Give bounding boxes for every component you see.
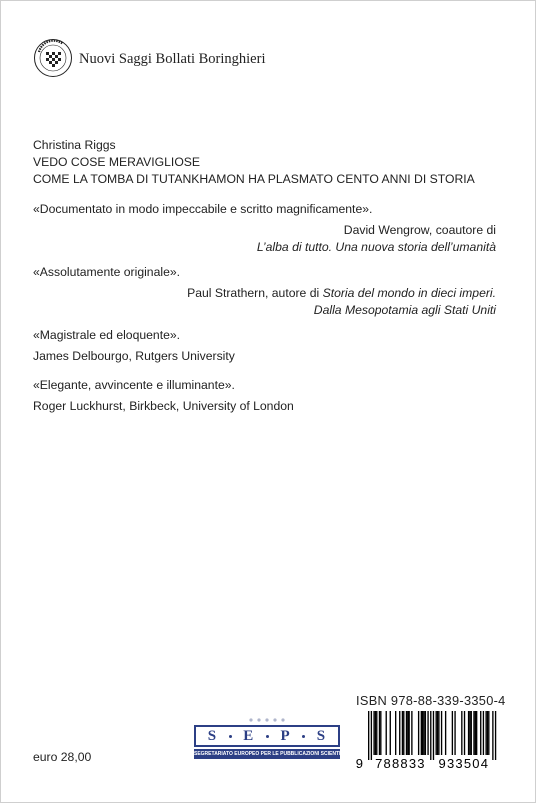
barcode-bar xyxy=(421,711,422,755)
barcode-bar xyxy=(473,711,474,755)
barcode-bar xyxy=(380,711,381,755)
blurb-work-subtitle: Dalla Mesopotamia agli Stati Uniti xyxy=(313,303,496,317)
barcode-bar xyxy=(461,711,462,755)
blurb-attribution: David Wengrow, coautore di xyxy=(343,223,496,237)
barcode-bar xyxy=(395,711,396,755)
barcode-bar xyxy=(433,711,434,760)
separator-dot xyxy=(302,735,305,738)
barcode-bar xyxy=(423,711,424,755)
barcode-bar xyxy=(464,711,465,755)
barcode-bar xyxy=(436,711,437,755)
barcode-bar xyxy=(492,711,493,760)
seps-letter: E xyxy=(243,727,255,744)
barcode-bar xyxy=(485,711,486,755)
blurb-attribution: Paul Strathern, autore di xyxy=(187,286,323,300)
barcode-bar xyxy=(471,711,472,755)
blurb-quote: «Magistrale ed eloquente». xyxy=(33,328,181,342)
blurb-quote: «Assolutamente originale». xyxy=(33,265,181,279)
barcode-bar xyxy=(437,711,438,755)
seps-letter: S xyxy=(207,727,218,744)
seps-band-text: SEGRETARIATO EUROPEO PER LE PUBBLICAZIONI SCIENTIFICHE xyxy=(194,751,356,757)
barcode-bar xyxy=(418,711,419,755)
blurb-attribution: James Delbourgo, Rutgers University xyxy=(33,349,235,363)
barcode-digits: 933504 xyxy=(438,756,490,769)
barcode-digits: 9 xyxy=(356,756,365,769)
barcode-bar xyxy=(379,711,380,755)
separator-dot xyxy=(229,735,232,738)
book-subtitle: COME LA TOMBA DI TUTANKHAMON HA PLASMATO CENTO ANNI DI STORIA xyxy=(33,172,475,186)
author-name: Christina Riggs xyxy=(33,138,116,152)
barcode-bar xyxy=(430,711,431,760)
barcode-bar xyxy=(441,711,442,755)
book-info xyxy=(33,137,496,188)
barcode-bar xyxy=(375,711,376,755)
barcode-bar xyxy=(403,711,404,755)
barcode-bar xyxy=(487,711,488,755)
blurb-4 xyxy=(33,377,496,415)
separator-dot xyxy=(266,735,269,738)
price: euro 28,00 xyxy=(33,750,92,764)
barcode-bar xyxy=(438,711,439,755)
barcode-bar xyxy=(399,711,400,755)
barcode-bar xyxy=(476,711,477,755)
blurb-work-title: L’alba di tutto. Una nuova storia dell’umanità xyxy=(256,240,496,254)
barcode-bar xyxy=(407,711,408,755)
blurb-1 xyxy=(33,201,496,256)
barcode-bar xyxy=(488,711,489,755)
blurb-work-title: Storia del mondo in dieci imperi. xyxy=(322,286,496,300)
barcode-bar xyxy=(469,711,470,755)
barcode-digits: 788833 xyxy=(375,756,426,769)
barcode-bar xyxy=(425,711,426,755)
barcode-bar xyxy=(445,711,446,755)
barcode-bar xyxy=(376,711,377,755)
seps-letter: S xyxy=(316,727,327,744)
blurb-3 xyxy=(33,327,496,365)
barcode xyxy=(356,711,506,769)
barcode-bar xyxy=(452,711,453,755)
book-title: VEDO COSE MERAVIGLIOSE xyxy=(33,155,201,169)
blurb-2 xyxy=(33,264,496,319)
blurb-attribution: Roger Luckhurst, Birkbeck, University of London xyxy=(33,399,294,413)
publisher-header xyxy=(33,38,265,78)
barcode-bar xyxy=(406,711,407,755)
stars-icon xyxy=(247,716,287,724)
blurb-quote: «Elegante, avvincente e illuminante». xyxy=(33,378,235,392)
seps-wordmark xyxy=(194,725,340,747)
publisher-seal-icon xyxy=(33,38,73,78)
blurb-quote: «Documentato in modo impeccabile e scritto magnificamente». xyxy=(33,202,373,216)
barcode-bar xyxy=(483,711,484,755)
barcode-bar xyxy=(427,711,428,755)
barcode-bar xyxy=(409,711,410,755)
barcode-bar xyxy=(373,711,374,755)
barcode-bar xyxy=(468,711,469,755)
barcode-bar xyxy=(386,711,387,755)
barcode-bar xyxy=(402,711,403,755)
barcode-bar xyxy=(371,711,372,760)
series-name: Nuovi Saggi Bollati Boringhieri xyxy=(79,50,266,67)
barcode-bar xyxy=(480,711,481,755)
barcode-bar xyxy=(368,711,369,760)
barcode-bar xyxy=(454,711,455,755)
barcode-bar xyxy=(475,711,476,755)
barcode-bar xyxy=(495,711,496,760)
seps-logo xyxy=(194,716,356,759)
barcode-bar xyxy=(390,711,391,755)
seps-letter: P xyxy=(280,727,291,744)
barcode-bar xyxy=(411,711,412,755)
isbn-label: ISBN 978-88-339-3350-4 xyxy=(356,693,506,708)
barcode-bar xyxy=(422,711,423,755)
